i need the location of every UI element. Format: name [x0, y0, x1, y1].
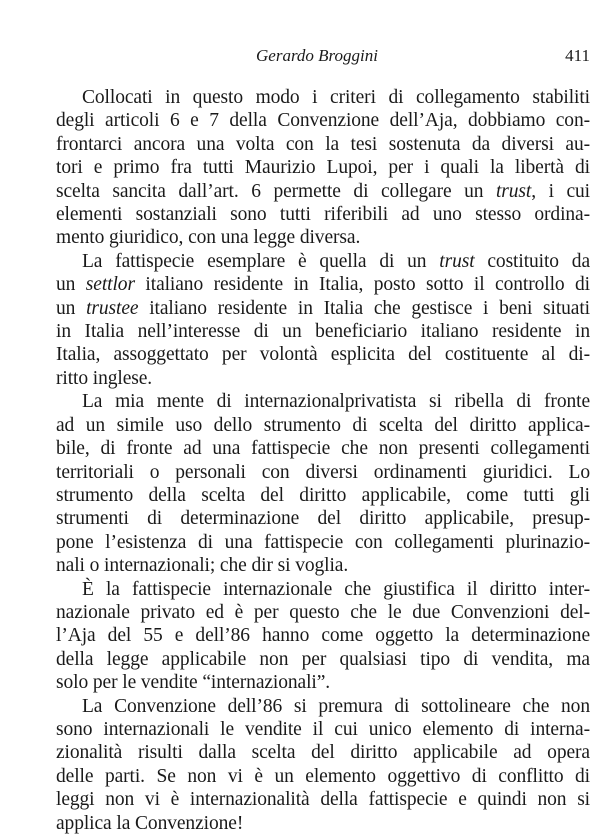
- text-run: frontarci ancora una volta con la tesi sostenuta da diversi au-: [56, 133, 590, 155]
- text-line: [56, 156, 590, 179]
- italic-term: trust: [495, 180, 532, 202]
- running-head-author: Gerardo Broggini: [256, 46, 378, 65]
- paragraph: [56, 250, 590, 390]
- paragraph: [56, 578, 590, 695]
- text-line: [56, 320, 590, 343]
- text-run: Collocati in questo modo i criteri di collegamento stabiliti: [82, 87, 590, 108]
- text-run: costituito da: [474, 250, 590, 272]
- text-run: nazionale privato ed è per questo che le due Convenzioni del-: [56, 601, 590, 623]
- text-line: [56, 390, 590, 413]
- text-run: territoriali o personali con diversi ordinamenti giuridici. Lo: [56, 461, 590, 483]
- text-run: ritto inglese.: [56, 367, 153, 389]
- text-run: È la fattispecie internazionale che giustifica il diritto inter-: [82, 578, 590, 600]
- text-line: [56, 273, 590, 296]
- text-line: [56, 133, 590, 156]
- text-line: [56, 461, 590, 484]
- text-run: La mia mente di internazionalprivatista si ribella di fronte: [82, 391, 590, 413]
- text-run: nali o internazionali; che dir si voglia.: [56, 555, 349, 577]
- text-run: della legge applicabile non per qualsiasi tipo di vendita, ma: [56, 648, 590, 670]
- text-line: [56, 718, 590, 741]
- text-run: italiano residente in Italia, posto sotto il controllo di: [134, 274, 591, 296]
- text-run: zionalità risulti dalla scelta del diritto applicabile ad opera: [56, 742, 590, 764]
- text-line: [56, 86, 590, 109]
- text-run: , i cui: [531, 180, 590, 202]
- paragraph: [56, 390, 590, 577]
- text-run: ad un simile uso dello strumento di scelta del diritto applica-: [56, 414, 590, 436]
- text-line: [56, 554, 590, 577]
- text-line: [56, 671, 590, 694]
- text-line: [56, 226, 590, 249]
- italic-term: trust: [439, 250, 475, 272]
- text-run: in Italia nell’interesse di un beneficiario italiano residente in: [56, 321, 590, 343]
- paragraph: [56, 86, 590, 250]
- text-run: La fattispecie esemplare è quella di un: [82, 250, 440, 272]
- text-run: un: [56, 274, 86, 296]
- text-line: [56, 109, 590, 132]
- text-line: [56, 788, 590, 811]
- text-line: [56, 203, 590, 226]
- text-run: degli articoli 6 e 7 della Convenzione dell’Aja, dobbiamo con-: [56, 110, 590, 132]
- text-line: [56, 250, 590, 273]
- text-line: [56, 578, 590, 601]
- text-line: [56, 343, 590, 366]
- text-line: [56, 765, 590, 788]
- text-run: mento giuridico, con una legge diversa.: [56, 227, 361, 249]
- text-line: [56, 531, 590, 554]
- text-run: sono internazionali le vendite il cui unico elemento di interna-: [56, 718, 590, 740]
- running-head: [56, 44, 590, 68]
- text-run: leggi non vi è internazionalità della fattispecie e quindi non si: [56, 789, 590, 811]
- italic-term: settlor: [85, 274, 135, 296]
- text-line: [56, 437, 590, 460]
- text-line: [56, 484, 590, 507]
- text-run: elementi sostanziali sono tutti riferibili ad uno stesso ordina-: [56, 204, 590, 226]
- text-line: [56, 624, 590, 647]
- paragraph: [56, 695, 590, 835]
- text-run: italiano residente in Italia che gestisce i beni situati: [138, 297, 590, 319]
- text-line: [56, 812, 590, 835]
- text-run: solo per le vendite “internazionali”.: [56, 672, 331, 694]
- text-line: [56, 695, 590, 718]
- text-run: scelta sancita dall’art. 6 permette di collegare un: [56, 180, 496, 202]
- text-line: [56, 180, 590, 203]
- text-run: strumento della scelta del diritto applicabile, come tutti gli: [56, 484, 590, 506]
- text-line: [56, 414, 590, 437]
- text-line: [56, 507, 590, 530]
- text-run: Italia, assoggettato per volontà esplicita del costituente al di-: [56, 344, 590, 366]
- text-run: tori e primo fra tutti Maurizio Lupoi, per i quali la libertà di: [56, 157, 590, 179]
- text-line: [56, 601, 590, 624]
- text-run: pone l’esistenza di una fattispecie con collegamenti plurinazio-: [56, 531, 590, 553]
- text-line: [56, 297, 590, 320]
- body-text: [56, 86, 590, 835]
- text-line: [56, 367, 590, 390]
- text-line: [56, 741, 590, 764]
- page-number: 411: [565, 46, 590, 65]
- text-run: l’Aja del 55 e dell’86 hanno come oggetto la determinazione: [56, 625, 590, 647]
- text-run: delle parti. Se non vi è un elemento oggettivo di conflitto di: [56, 765, 590, 787]
- text-run: strumenti di determinazione del diritto applicabile, presup-: [56, 508, 590, 530]
- text-run: La Convenzione dell’86 si premura di sottolineare che non: [82, 695, 590, 717]
- text-line: [56, 648, 590, 671]
- text-run: bile, di fronte ad una fattispecie che non presenti collegamenti: [56, 438, 590, 460]
- text-run: applica la Convenzione!: [56, 812, 244, 834]
- italic-term: trustee: [86, 297, 139, 319]
- text-run: un: [56, 297, 87, 319]
